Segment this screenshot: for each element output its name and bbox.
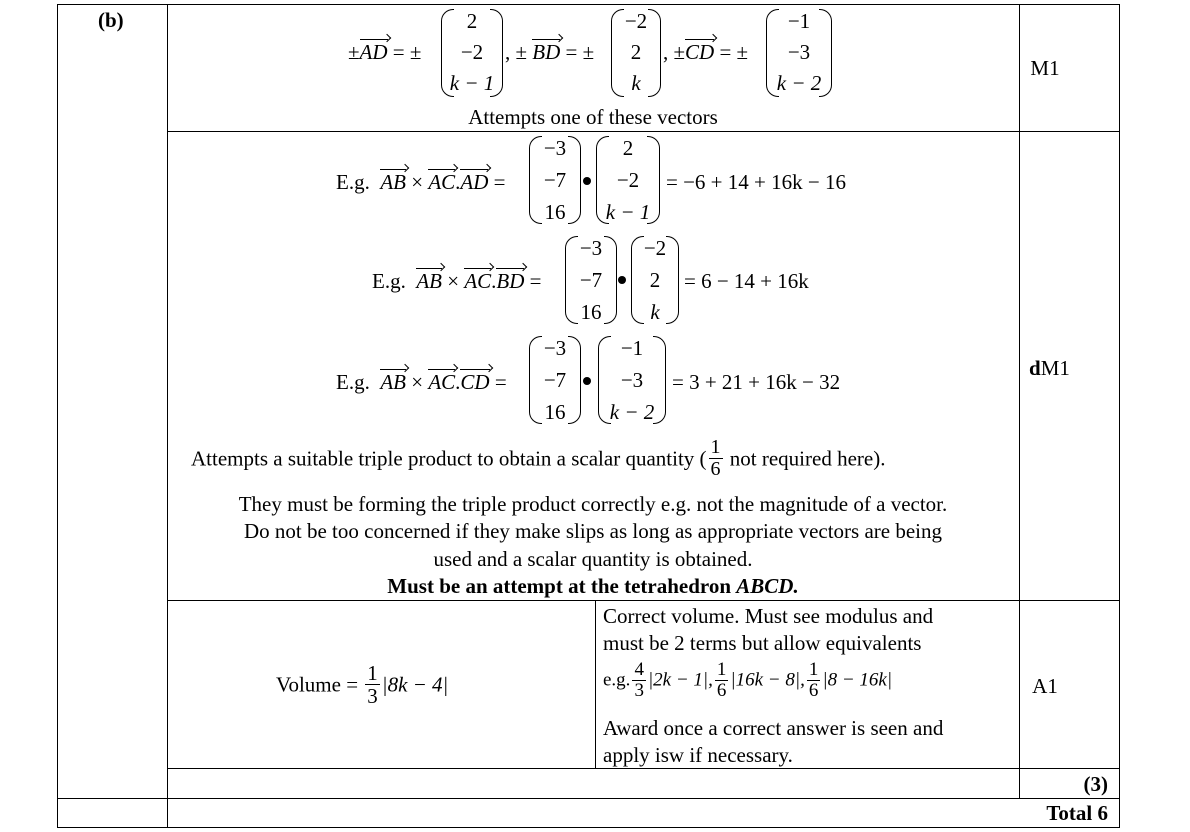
subtotal-marks: (3) xyxy=(1083,772,1108,796)
guidance-line-4: Award once a correct answer is seen and xyxy=(603,716,944,740)
vector-cd-matrix: −1 −3 k − 2 xyxy=(766,9,832,97)
volume-expression: Volume = $\frac{1}{3}$ |8k − 4| xyxy=(276,661,449,709)
row2-note-1: Attempts a suitable triple product to obtain a scalar quantity ( $\frac{1}{6}$ not required here). xyxy=(191,436,886,480)
dot-product-symbol xyxy=(583,377,591,385)
total-marks: Total 6 xyxy=(1046,801,1108,825)
pm-sign: ± xyxy=(348,40,360,64)
cross-product-matrix-3: −3 −7 16 xyxy=(529,336,581,424)
vector-ad-matrix-2: 2 −2 k − 1 xyxy=(596,136,660,224)
guidance-equivalents: e.g. $\frac{4}{3}$ |2k − 1|, $\frac{1}{6}$ |16k − 8|, $\frac{1}{6}$ |8 − 16k| xyxy=(603,659,893,701)
row1-note: Attempts one of these vectors xyxy=(468,105,718,129)
guidance-line-5: apply isw if necessary. xyxy=(603,743,793,767)
triple-product-cd: E.g. AB × AC.CD = xyxy=(336,370,507,394)
mark-a1: A1 xyxy=(1032,674,1058,698)
cross-product-matrix-2: −3 −7 16 xyxy=(565,236,617,324)
dot-product-symbol xyxy=(583,177,591,185)
row1-vector-expressions: ±AD = ± xyxy=(348,40,422,64)
mark-dm1: dM1 xyxy=(1029,356,1070,380)
mark-m1: M1 xyxy=(1030,56,1060,80)
vector-cd-matrix-2: −1 −3 k − 2 xyxy=(598,336,666,424)
vector-ad-matrix: 2 −2 k − 1 xyxy=(441,9,503,97)
vector-bd-label: BD xyxy=(532,40,561,64)
row2-note-4: used and a scalar quantity is obtained. xyxy=(433,547,753,571)
triple-product-bd: E.g. AB × AC.BD = xyxy=(372,269,542,293)
triple-product-cd-result: = 3 + 21 + 16k − 32 xyxy=(672,370,841,394)
vector-ad-label: AD xyxy=(359,40,388,64)
row2-note-3: Do not be too concerned if they make slips as long as appropriate vectors are being xyxy=(243,519,943,543)
triple-product-ad-result: = −6 + 14 + 16k − 16 xyxy=(666,170,846,194)
guidance-line-2: must be 2 terms but allow equivalents xyxy=(603,631,922,655)
triple-product-ad: E.g. AB × AC.AD = xyxy=(336,170,506,194)
row2-note-2: They must be forming the triple product correctly e.g. not the magnitude of a vector. xyxy=(238,492,948,516)
vector-cd-label: CD xyxy=(685,40,715,64)
vector-bd-matrix-2: −2 2 k xyxy=(631,236,679,324)
part-label: (b) xyxy=(98,8,124,32)
guidance-line-1: Correct volume. Must see modulus and xyxy=(603,604,934,628)
dot-product-symbol xyxy=(618,276,626,284)
cross-product-matrix-1: −3 −7 16 xyxy=(529,136,581,224)
row2-note-5: Must be an attempt at the tetrahedron ABCD. xyxy=(387,574,799,598)
triple-product-bd-result: = 6 − 14 + 16k xyxy=(684,269,809,293)
vector-bd-matrix: −2 2 k xyxy=(611,9,661,97)
